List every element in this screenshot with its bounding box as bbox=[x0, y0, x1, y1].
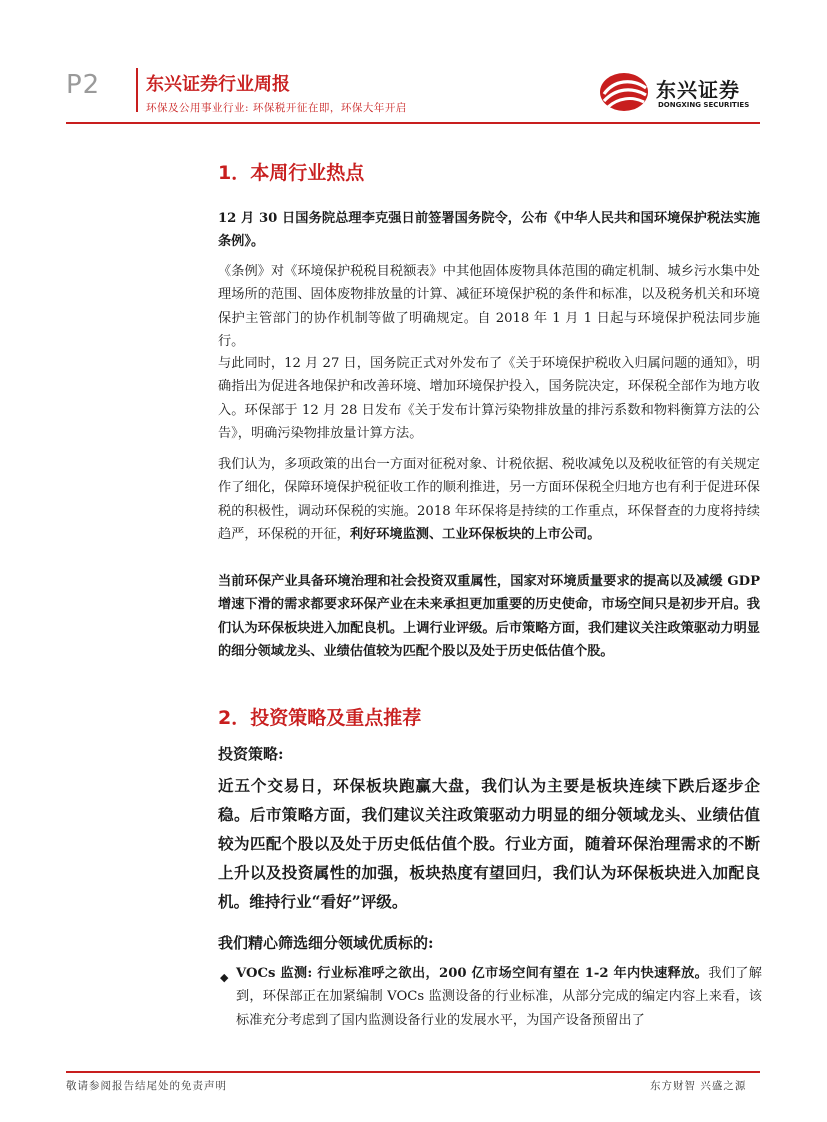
opinion-text: 我们认为，多项政策的出台一方面对征税对象、计税依据、税收减免以及税收征管的有关规定作了细化，保障环境保护税征收工作的顺利推进，另一方面环保税全归地方也有利于促进环保税的积极性，调动环保税的实施。2018 年环保将是持续的工作重点，环保督查的力度将持续趋严，环保税的开征， bbox=[218, 457, 760, 542]
strategy-label: 投资策略: bbox=[218, 745, 284, 763]
logo-chinese-name: 东兴证券 bbox=[656, 78, 740, 102]
bullet-diamond-icon: ◆ bbox=[220, 971, 229, 984]
logo-english-name: DONGXING SECURITIES bbox=[658, 101, 750, 109]
report-title: 东兴证券行业周报 bbox=[146, 74, 290, 95]
section-heading-strategy: 2．投资策略及重点推荐 bbox=[218, 707, 422, 729]
header-divider bbox=[136, 68, 138, 112]
paragraph-regulation: 《条例》对《环境保护税税目税额表》中其他固体废物具体范围的确定机制、城乡污水集中处理场所的范围、固体废物排放量的计算、减征环境保护税的条件和标准，以及税务机关和环境保护主管部门的协作机制等做了明确规定。自 2018 年 1 月 1 日起与环境保护税法同步施行。 bbox=[218, 264, 760, 349]
bullet-vocs-headline: VOCs 监测: 行业标准呼之欲出，200 亿市场空间有望在 1-2 年内快速释放。 bbox=[236, 966, 709, 981]
footer-disclaimer: 敬请参阅报告结尾处的免责声明 bbox=[66, 1080, 227, 1092]
section-heading-hot-topics: 1．本周行业热点 bbox=[218, 162, 365, 184]
report-subtitle: 环保及公用事业行业: 环保税开征在即，环保大年开启 bbox=[146, 102, 407, 114]
paragraph-notice: 与此同时，12 月 27 日，国务院正式对外发布了《关于环境保护税收入归属问题的通知》，明确指出为促进各地保护和改善环境、增加环境保护投入，国务院决定，环保税全部作为地方收入。环保部于 12 月 28 日发布《关于发布计算污染物排放量的排污系数和物料衡算方法的公告》，明确污染物排放量计算方法。 bbox=[218, 356, 760, 441]
paragraph-opinion bbox=[218, 453, 760, 546]
paragraph-outlook: 当前环保产业具备环境治理和社会投资双重属性，国家对环境质量要求的提高以及减缓 GDP 增速下滑的需求都要求环保产业在未来承担更加重要的历史使命，市场空间只是初步开启。我们认为环保板块进入加配良机。上调行业评级。后市策略方面，我们建议关注政策驱动力明显的细分领域龙头、业绩估值较为匹配个股以及处于历史低估值个股。 bbox=[218, 574, 760, 659]
bullet-vocs-text: 我们了解到，环保部正在加紧编制 VOCs 监测设备的行业标准，从部分完成的编定内容上来看，该标准充分考虑到了国内监测设备行业的发展水平，为国产设备预留出了 bbox=[236, 966, 762, 1028]
footer-slogan: 东方财智 兴盛之源 bbox=[650, 1080, 747, 1092]
header-rule bbox=[66, 122, 760, 124]
lead-paragraph: 12 月 30 日国务院总理李克强日前签署国务院令，公布《中华人民共和国环境保护税法实施条例》。 bbox=[218, 211, 760, 250]
logo-mark-icon bbox=[598, 70, 656, 118]
bullet-vocs bbox=[236, 962, 762, 1032]
page-number: P2 bbox=[66, 70, 101, 100]
company-logo bbox=[598, 70, 768, 120]
footer-rule bbox=[66, 1071, 760, 1073]
strategy-text: 近五个交易日，环保板块跑赢大盘，我们认为主要是板块连续下跌后逐步企稳。后市策略方面，我们建议关注政策驱动力明显的细分领域龙头、业绩估值较为匹配个股以及处于历史低估值个股。行业方面，随着环保治理需求的不断上升以及投资属性的加强，板块热度有望回归，我们认为环保板块进入加配良机。维持行业“看好”评级。 bbox=[218, 776, 760, 911]
picks-label: 我们精心筛选细分领域优质标的: bbox=[218, 934, 434, 952]
opinion-highlight: 利好环境监测、工业环保板块的上市公司。 bbox=[349, 526, 601, 542]
